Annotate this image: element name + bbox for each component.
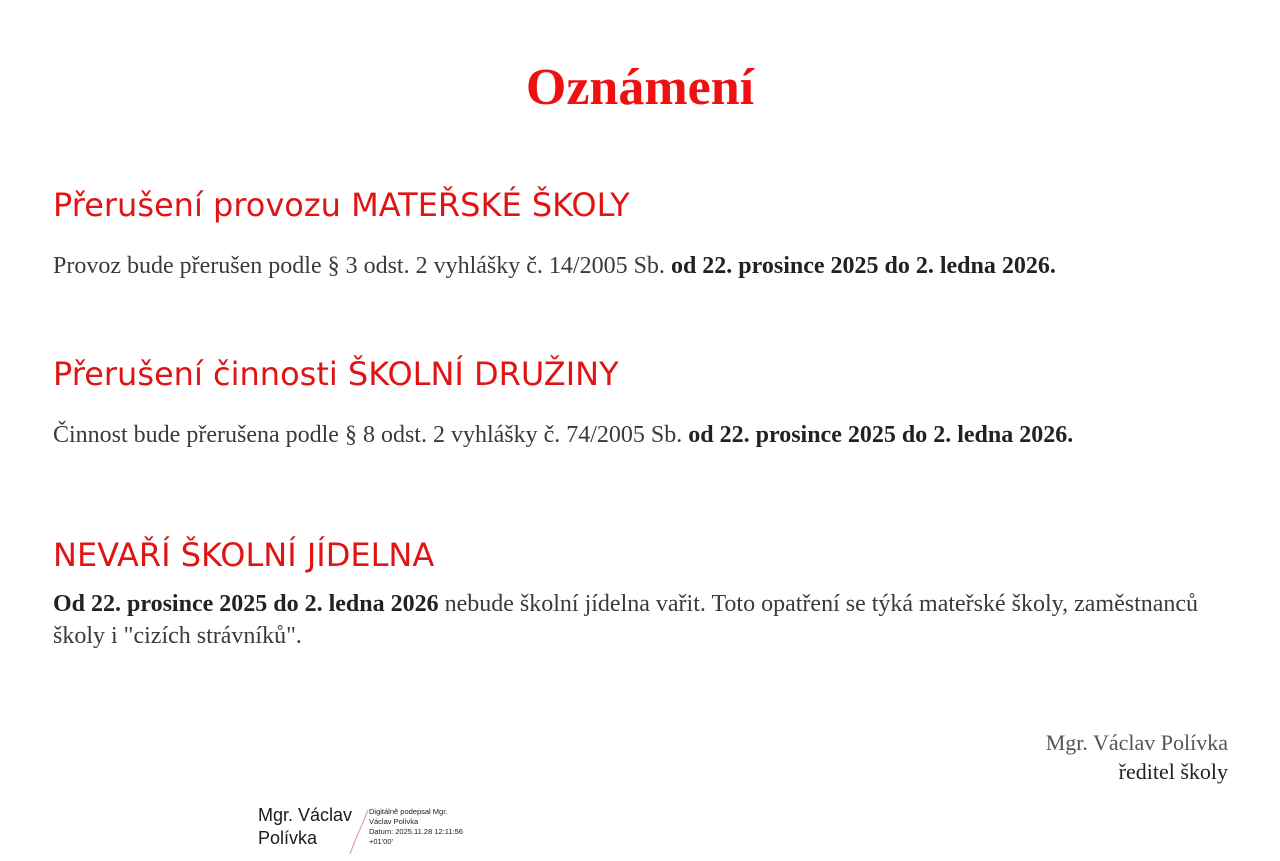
section-text-dates: od 22. prosince 2025 do 2. ledna 2026. [670, 253, 1056, 279]
signer-role: ředitel školy [1118, 759, 1228, 784]
digital-signature-detail: Datum: 2025.11.28 12:11:56 [369, 827, 463, 836]
section-text-plain: nebude školní jídelna vařit. Toto opatření se týká mateřské školy, zaměstnanců školy i "cizích strávníků". [53, 591, 1199, 649]
section-heading-kindergarten: Přerušení provozu MATEŘSKÉ ŠKOLY [53, 186, 630, 224]
section-heading-canteen: NEVAŘÍ ŠKOLNÍ JÍDELNA [53, 536, 435, 574]
section-text-plain: Činnost bude přerušena podle § 8 odst. 2 vyhlášky č. 74/2005 Sb. [53, 422, 689, 448]
section-text-after-school-club [53, 419, 1073, 451]
section-heading-after-school-club: Přerušení činnosti ŠKOLNÍ DRUŽINY [53, 355, 619, 393]
section-text-dates: od 22. prosince 2025 do 2. ledna 2026. [688, 422, 1074, 448]
section-text-plain: Provoz bude přerušen podle § 3 odst. 2 vyhlášky č. 14/2005 Sb. [53, 253, 671, 279]
section-text-canteen [53, 588, 1233, 652]
digital-signature-detail: +01'00' [369, 837, 393, 846]
digital-signature-name-line: Polívka [258, 828, 318, 848]
digital-signature-detail: Digitálně podepsal Mgr. [369, 807, 448, 816]
digital-signature-name [258, 804, 352, 850]
signer-block [1046, 728, 1228, 786]
digital-signature-name-line: Mgr. Václav [258, 805, 353, 825]
section-text-kindergarten [53, 250, 1056, 282]
digital-signature-detail: Václav Polívka [369, 817, 419, 826]
signer-name: Mgr. Václav Polívka [1045, 730, 1228, 755]
digital-signature [258, 804, 498, 856]
digital-signature-details [369, 807, 463, 847]
section-text-dates: Od 22. prosince 2025 do 2. ledna 2026 [53, 591, 439, 617]
page-title: Oznámení [525, 59, 755, 116]
